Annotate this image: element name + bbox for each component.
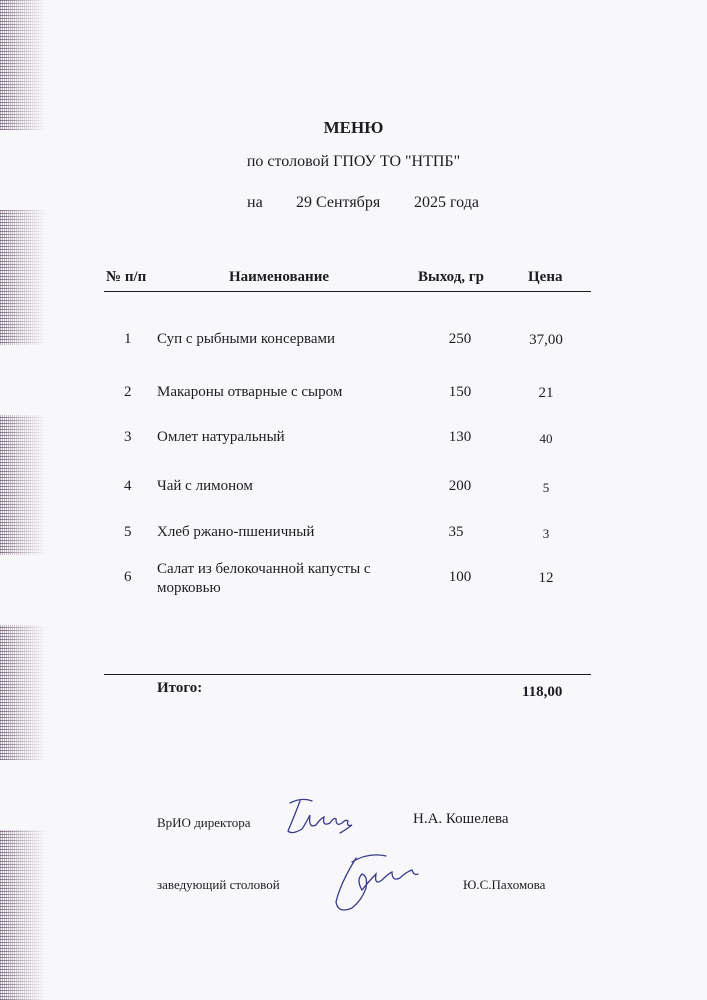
- row-number: 4: [124, 478, 132, 494]
- row-price: 12: [538, 570, 554, 586]
- date-year: 2025 года: [414, 194, 479, 211]
- signature-director-image: [280, 795, 360, 840]
- row-dish-name: Омлет натуральный: [157, 429, 285, 445]
- row-dish-name: Макароны отварные с сыром: [157, 384, 343, 400]
- row-weight: 100: [448, 569, 472, 585]
- row-price: 21: [538, 385, 554, 401]
- total-divider: [104, 674, 591, 675]
- scan-edge-gap: [0, 760, 46, 830]
- row-number: 5: [124, 524, 132, 540]
- total-label: Итого:: [157, 680, 203, 696]
- row-weight: 130: [448, 429, 472, 445]
- row-number: 2: [124, 384, 132, 400]
- row-number: 3: [124, 429, 132, 445]
- document-title: МЕНЮ: [323, 118, 384, 137]
- row-price: 40: [539, 431, 553, 446]
- date-prefix: на: [247, 194, 263, 211]
- signature-name-director: Н.А. Кошелева: [413, 811, 509, 827]
- column-header-name: Наименование: [229, 269, 329, 285]
- row-dish-name: Чай с лимоном: [157, 478, 253, 494]
- signature-role-canteen-head: заведующий столовой: [157, 877, 280, 892]
- document-subtitle: по столовой ГПОУ ТО "НТПБ": [246, 153, 461, 170]
- signature-canteen-head-image: [322, 850, 427, 920]
- total-value: 118,00: [522, 684, 563, 700]
- column-header-weight: Выход, гр: [418, 269, 484, 285]
- row-dish-name-line1: Салат из белокочанной капусты с: [157, 561, 371, 577]
- row-number: 6: [124, 569, 132, 585]
- signature-role-director: ВрИО директора: [157, 815, 251, 830]
- date-day-month: 29 Сентября: [296, 194, 381, 211]
- row-dish-name-line2: морковью: [157, 580, 221, 596]
- column-header-price: Цена: [528, 269, 563, 285]
- scan-edge-gap: [0, 345, 46, 415]
- row-number: 1: [124, 331, 132, 347]
- row-weight: 200: [448, 478, 472, 494]
- signature-name-canteen-head: Ю.С.Пахомова: [463, 877, 546, 892]
- row-dish-name: Хлеб ржано-пшеничный: [157, 524, 315, 540]
- row-price: 3: [542, 526, 550, 541]
- column-header-number: № п/п: [106, 269, 147, 285]
- scan-edge-gap: [0, 555, 46, 625]
- row-price: 37,00: [529, 332, 563, 348]
- row-weight: 250: [448, 331, 472, 347]
- row-weight: 35: [448, 524, 464, 540]
- row-weight: 150: [448, 384, 472, 400]
- row-price: 5: [542, 480, 550, 495]
- row-dish-name: Суп с рыбными консервами: [157, 331, 336, 347]
- header-divider: [104, 291, 591, 292]
